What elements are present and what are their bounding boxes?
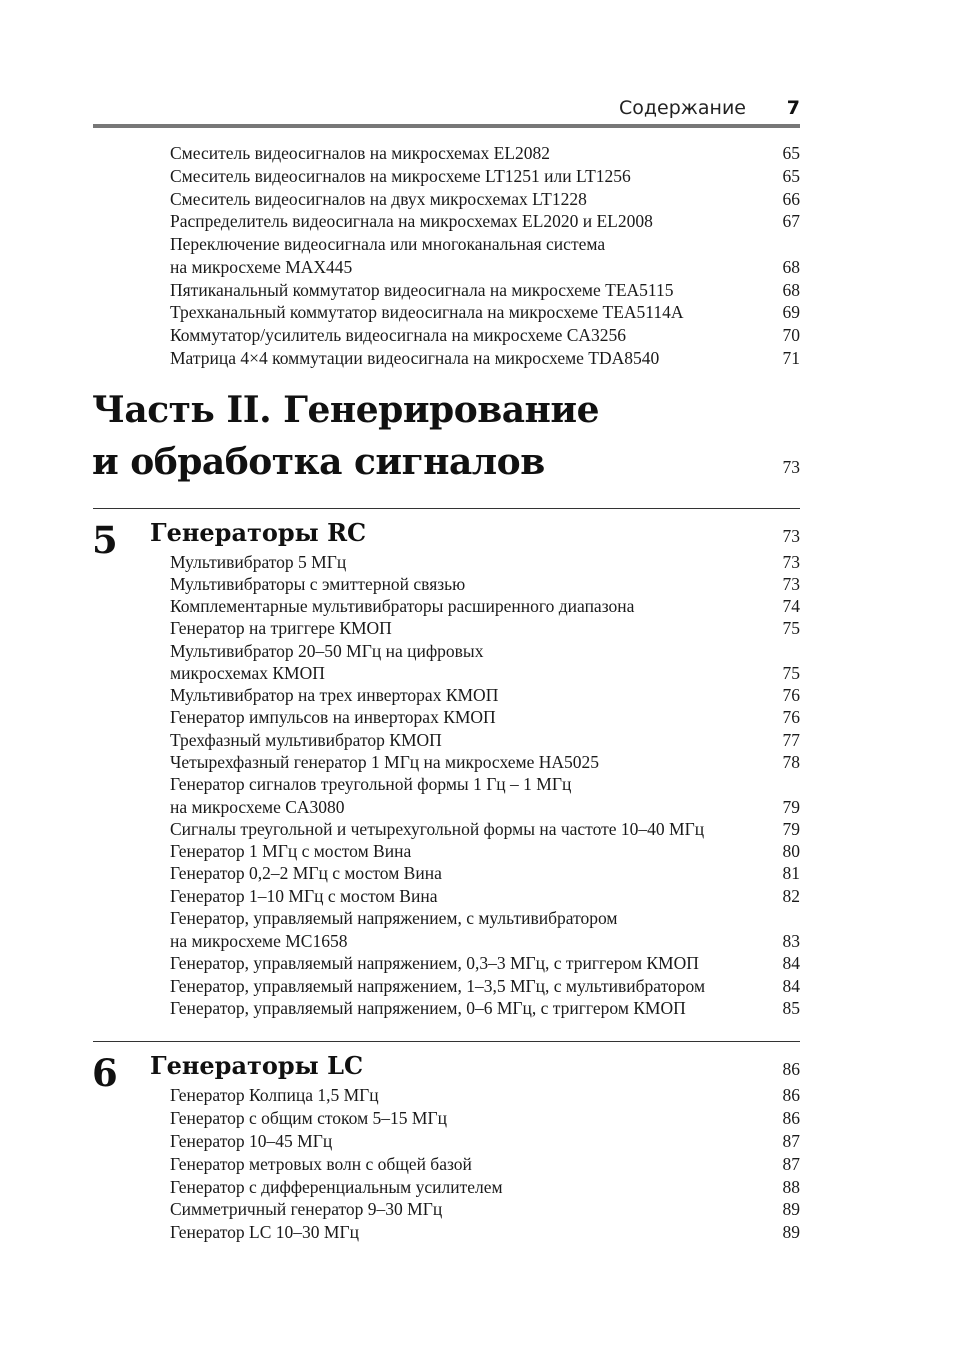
toc-entry-title: на микросхеме MC1658 xyxy=(170,931,348,951)
toc-entry-page: 75 xyxy=(782,663,800,683)
toc-entry[interactable] xyxy=(170,640,800,662)
toc-entry-title: Генератор импульсов на инверторах КМОП xyxy=(170,707,496,727)
toc-entry-title: Генератор Колпица 1,5 МГц xyxy=(170,1085,379,1105)
toc-entry[interactable] xyxy=(170,210,800,232)
toc-entry[interactable] xyxy=(170,301,800,323)
chapter-rule xyxy=(93,508,800,509)
toc-entry[interactable] xyxy=(170,930,800,952)
toc-entry-title: Мультивибраторы с эмиттерной связью xyxy=(170,574,466,594)
toc-entry-page: 82 xyxy=(782,886,800,906)
toc-entry-page: 66 xyxy=(782,189,800,209)
toc-entry-page: 89 xyxy=(782,1199,800,1219)
toc-entry-title: Генератор 10–45 МГц xyxy=(170,1131,333,1151)
toc-entry-title: на микросхеме CA3080 xyxy=(170,797,345,817)
toc-entry-page: 71 xyxy=(782,348,800,368)
toc-entry-page: 79 xyxy=(782,797,800,817)
toc-entry-page: 77 xyxy=(782,730,800,750)
chapter-page: 73 xyxy=(782,526,800,546)
toc-entry[interactable] xyxy=(170,818,800,840)
toc-entry-title: Трехканальный коммутатор видеосигнала на микросхеме TEA5114A xyxy=(170,302,684,322)
toc-entry-page: 73 xyxy=(782,574,800,594)
part-title-line1: Часть II. Генерирование xyxy=(92,389,600,431)
toc-entry-page: 84 xyxy=(782,976,800,996)
toc-entry[interactable] xyxy=(170,662,800,684)
toc-entry[interactable] xyxy=(170,1107,800,1129)
toc-entry-page: 78 xyxy=(782,752,800,772)
toc-entry-title: Генератор LC 10–30 МГц xyxy=(170,1222,359,1242)
toc-entry-page: 65 xyxy=(782,143,800,163)
toc-entry[interactable] xyxy=(170,684,800,706)
toc-entry-title: Распределитель видеосигнала на микросхемах EL2020 и EL2008 xyxy=(170,211,653,231)
toc-entry-page: 88 xyxy=(782,1177,800,1197)
toc-entry-page: 70 xyxy=(782,325,800,345)
toc-entry-page: 73 xyxy=(782,552,800,572)
toc-entry[interactable] xyxy=(170,952,800,974)
toc-entry-page: 83 xyxy=(782,931,800,951)
toc-entry[interactable] xyxy=(170,796,800,818)
toc-entry-page: 69 xyxy=(782,302,800,322)
toc-entry-title: Пятиканальный коммутатор видеосигнала на микросхеме TEA5115 xyxy=(170,280,674,300)
toc-entry-page: 87 xyxy=(782,1154,800,1174)
toc-entry-title: Симметричный генератор 9–30 МГц xyxy=(170,1199,443,1219)
chapter-title[interactable]: Генераторы LC xyxy=(150,1051,364,1080)
toc-entry[interactable] xyxy=(170,1176,800,1198)
toc-entry-title: Генератор, управляемый напряжением, 0–6 МГц, с триггером КМОП xyxy=(170,998,686,1018)
toc-entry[interactable] xyxy=(170,256,800,278)
chapter-title[interactable]: Генераторы RC xyxy=(150,518,367,547)
toc-entry-title: Трехфазный мультивибратор КМОП xyxy=(170,730,442,750)
toc-entry-page: 80 xyxy=(782,841,800,861)
toc-entry-title: на микросхеме MAX445 xyxy=(170,257,353,277)
toc-entry[interactable] xyxy=(170,1198,800,1220)
toc-entry-page: 87 xyxy=(782,1131,800,1151)
toc-entry-title: Генератор сигналов треугольной формы 1 Гц – 1 МГц xyxy=(170,774,572,794)
toc-entry[interactable] xyxy=(170,907,800,929)
toc-entry[interactable] xyxy=(170,233,800,255)
toc-entry-title: микросхемах КМОП xyxy=(170,663,325,683)
toc-entry-title: Переключение видеосигнала или многоканальная система xyxy=(170,234,606,254)
toc-entry[interactable] xyxy=(170,1221,800,1243)
running-header-page-number: 7 xyxy=(786,97,800,119)
toc-entry-page: 89 xyxy=(782,1222,800,1242)
toc-entry-title: Генератор, управляемый напряжением, 1–3,5 МГц, с мультивибратором xyxy=(170,976,706,996)
toc-entry[interactable] xyxy=(170,997,800,1019)
toc-entry[interactable] xyxy=(170,1153,800,1175)
header-rule xyxy=(93,124,800,128)
part-title-line2: и обработка сигналов xyxy=(92,441,545,483)
toc-entry-page: 76 xyxy=(782,685,800,705)
toc-entry-title: Смеситель видеосигналов на двух микросхемах LT1228 xyxy=(170,189,587,209)
toc-entry-title: Комплементарные мультивибраторы расширенного диапазона xyxy=(170,596,635,616)
toc-entry-title: Генератор с общим стоком 5–15 МГц xyxy=(170,1108,447,1128)
toc-entry-title: Смеситель видеосигналов на микросхемах EL2082 xyxy=(170,143,551,163)
toc-entry-page: 76 xyxy=(782,707,800,727)
toc-entry[interactable] xyxy=(170,165,800,187)
toc-entry[interactable] xyxy=(170,706,800,728)
part-page: 73 xyxy=(782,457,800,477)
running-header xyxy=(93,96,800,120)
chapter-number: 6 xyxy=(92,1051,118,1095)
toc-entry-title: Генератор 1 МГц с мостом Вина xyxy=(170,841,412,861)
toc-entry[interactable] xyxy=(170,751,800,773)
toc-entry[interactable] xyxy=(170,729,800,751)
toc-entry[interactable] xyxy=(170,773,800,795)
toc-entry-title: Сигналы треугольной и четырехугольной формы на частоте 10–40 МГц xyxy=(170,819,705,839)
toc-entry[interactable] xyxy=(170,885,800,907)
toc-entry-title: Четырехфазный генератор 1 МГц на микросхеме HA5025 xyxy=(170,752,600,772)
toc-entry-title: Матрица 4×4 коммутации видеосигнала на микросхеме TDA8540 xyxy=(170,348,660,368)
toc-entry-page: 65 xyxy=(782,166,800,186)
toc-entry[interactable] xyxy=(170,975,800,997)
toc-entry-page: 81 xyxy=(782,863,800,883)
toc-entry[interactable] xyxy=(170,840,800,862)
toc-entry-page: 86 xyxy=(782,1085,800,1105)
running-header-title: Содержание xyxy=(619,97,746,119)
toc-entry[interactable] xyxy=(170,595,800,617)
toc-entry-page: 68 xyxy=(782,257,800,277)
toc-entry-title: Генератор на триггере КМОП xyxy=(170,618,392,638)
toc-entry-title: Генератор, управляемый напряжением, 0,3–3 МГц, с триггером КМОП xyxy=(170,953,699,973)
toc-entry-title: Мультивибратор 20–50 МГц на цифровых xyxy=(170,641,484,661)
toc-entry-page: 79 xyxy=(782,819,800,839)
toc-entry[interactable] xyxy=(170,1130,800,1152)
toc-entry-page: 75 xyxy=(782,618,800,638)
toc-entry-title: Генератор, управляемый напряжением, с мультивибратором xyxy=(170,908,618,928)
chapter-rule xyxy=(93,1041,800,1042)
toc-entry-page: 74 xyxy=(782,596,800,616)
toc-entry-title: Мультивибратор 5 МГц xyxy=(170,552,347,572)
toc-entry-title: Генератор 0,2–2 МГц с мостом Вина xyxy=(170,863,442,883)
toc-entry-page: 68 xyxy=(782,280,800,300)
toc-entry[interactable] xyxy=(170,142,800,164)
toc-entry[interactable] xyxy=(170,347,800,369)
toc-entry-title: Смеситель видеосигналов на микросхеме LT1251 или LT1256 xyxy=(170,166,631,186)
toc-entry[interactable] xyxy=(170,551,800,573)
toc-entry[interactable] xyxy=(170,862,800,884)
toc-entry[interactable] xyxy=(170,188,800,210)
toc-entry-title: Мультивибратор на трех инверторах КМОП xyxy=(170,685,499,705)
toc-entry[interactable] xyxy=(170,617,800,639)
toc-entry[interactable] xyxy=(170,324,800,346)
toc-entry-page: 67 xyxy=(782,211,800,231)
toc-entry-title: Коммутатор/усилитель видеосигнала на микросхеме CA3256 xyxy=(170,325,627,345)
chapter-page: 86 xyxy=(782,1059,800,1079)
toc-entry-title: Генератор с дифференциальным усилителем xyxy=(170,1177,503,1197)
toc-entry[interactable] xyxy=(170,279,800,301)
chapter-number: 5 xyxy=(92,518,118,562)
toc-entry-page: 85 xyxy=(782,998,800,1018)
toc-entry-title: Генератор 1–10 МГц с мостом Вина xyxy=(170,886,438,906)
toc-entry[interactable] xyxy=(170,573,800,595)
toc-entry-page: 84 xyxy=(782,953,800,973)
toc-entry-page: 86 xyxy=(782,1108,800,1128)
toc-entry-title: Генератор метровых волн с общей базой xyxy=(170,1154,472,1174)
toc-entry[interactable] xyxy=(170,1084,800,1106)
